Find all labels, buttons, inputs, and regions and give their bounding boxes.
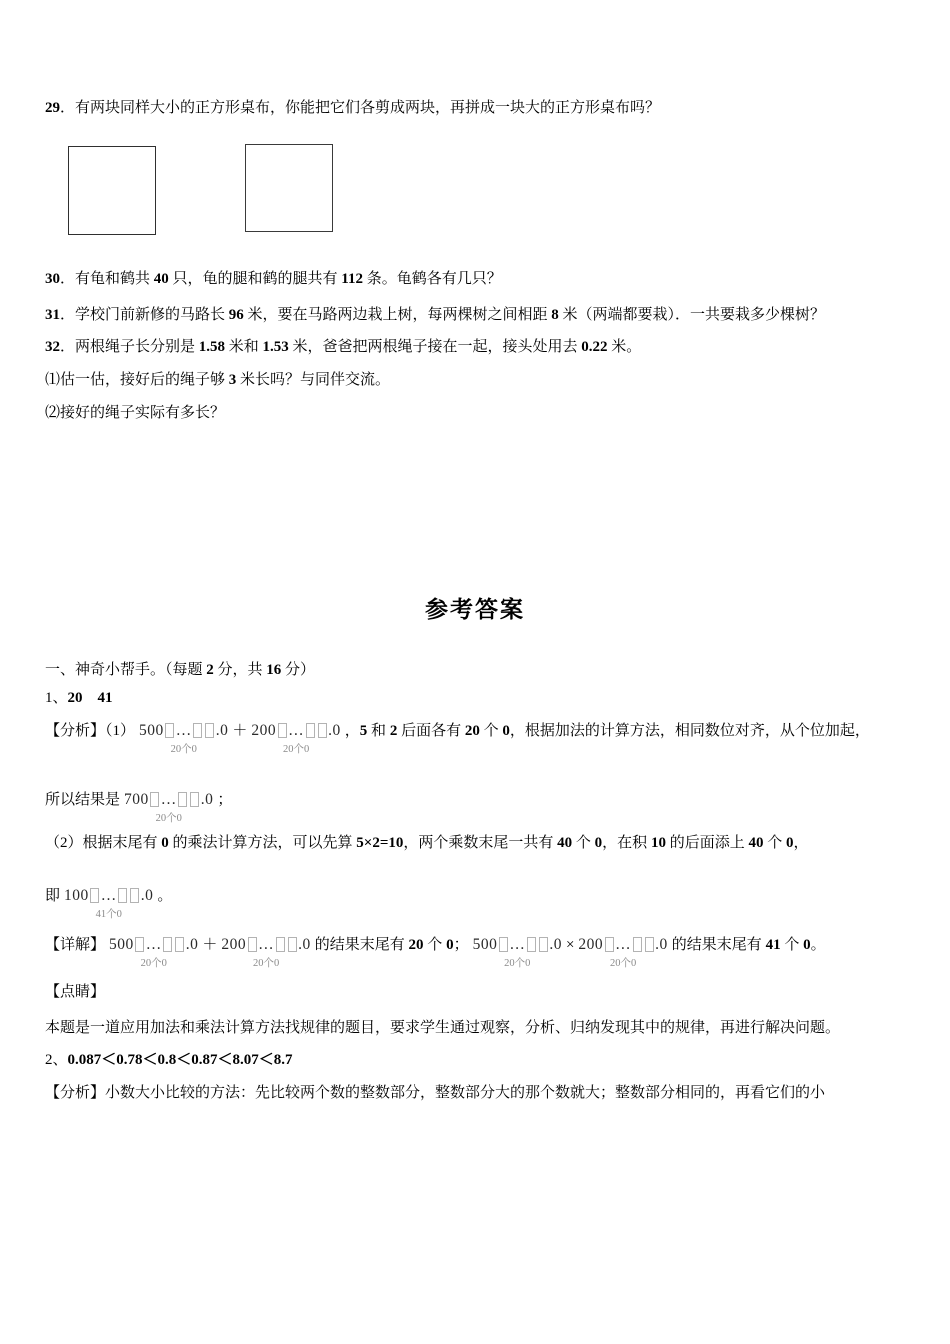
text-run: ，两个乘数末尾一共有 (403, 835, 558, 851)
text-run: 个 (763, 835, 786, 851)
question-32 (45, 331, 905, 364)
underbrace-formula (221, 936, 310, 970)
analysis-2 (45, 1077, 905, 1110)
text-run: 20 41 (67, 690, 113, 706)
text-run: ⑵接好的绳子实际有多长？ (45, 405, 226, 421)
text-run: 5×2=10 (356, 835, 404, 851)
text-run: 的乘法计算方法，可以先算 (168, 835, 357, 851)
placeholder-box-icon (178, 792, 187, 807)
text-run: ．有两块同样大小的正方形桌布，你能把它们各剪成两块，再拼成一块大的正方形桌布吗？ (60, 100, 661, 116)
placeholder-box-icon (527, 937, 536, 952)
text-run: （2）根据末尾有 (45, 835, 162, 851)
question-32-part-2 (45, 397, 905, 430)
formula-expression (251, 722, 340, 739)
underbrace-formula (251, 722, 340, 756)
placeholder-box-icon (276, 937, 285, 952)
ellipsis-dots: … (100, 887, 117, 904)
text-run: 0 (161, 835, 169, 851)
text-run: ，在积 (602, 835, 651, 851)
placeholder-box-icon (190, 792, 199, 807)
text-run: 29 (45, 100, 60, 116)
underbrace-count-label: 20个0 (504, 958, 531, 969)
text-run: 【分析】（1） (45, 723, 136, 739)
text-run: 的后面添上 (665, 835, 749, 851)
square-shape-1 (68, 146, 156, 235)
underbrace-count-label: 20个0 (140, 958, 167, 969)
text-run: 96 (228, 307, 244, 323)
text-run: 2 (206, 662, 214, 678)
underbrace-count-label: 20个0 (609, 958, 637, 969)
placeholder-box-icon (306, 723, 315, 738)
text-run: 3 (228, 372, 237, 388)
text-run: ．两根绳子长分别是 (60, 339, 199, 355)
analysis-1-part-2 (45, 827, 905, 860)
placeholder-box-icon (118, 888, 127, 903)
text-run: 40 (153, 271, 169, 287)
placeholder-box-icon (633, 937, 642, 952)
text-run: 20 (464, 723, 480, 739)
text-run: ， (793, 835, 809, 851)
ellipsis-dots: … (145, 936, 162, 953)
text-run: 。 (810, 937, 826, 953)
text-run: 【分析】小数大小比较的方法：先比较两个数的整数部分，整数部分大的那个数就大；整数部分相同的，再看它们的小 (45, 1085, 826, 1101)
text-run: 后面各有 (397, 723, 465, 739)
text-run: 【详解】 (45, 937, 106, 953)
detailed-explanation-1 (45, 929, 905, 970)
text-run: 41 (765, 937, 781, 953)
formula-number-suffix: .0 (549, 936, 562, 953)
text-run: 0 (803, 937, 811, 953)
formula-number-suffix: .0 (200, 791, 214, 808)
underbrace-formula (473, 936, 562, 970)
text-run: 分） (281, 662, 316, 678)
formula-number-prefix: 500 (472, 936, 498, 953)
answer-2 (45, 1044, 905, 1077)
placeholder-box-icon (205, 723, 214, 738)
text-run: 10 (650, 835, 666, 851)
formula-number-prefix: 500 (109, 936, 134, 953)
key-point-label (45, 976, 905, 1009)
placeholder-box-icon (90, 888, 99, 903)
text-run: 0 (785, 835, 794, 851)
formula-number-suffix: .0 (185, 936, 199, 953)
ellipsis-dots: … (160, 791, 177, 808)
placeholder-box-icon (150, 792, 159, 807)
placeholder-box-icon (130, 888, 139, 903)
formula-expression (109, 936, 198, 953)
text-run: 2 (389, 723, 398, 739)
text-run: ，根据加法的计算方法，相同数位对齐，从个位加起， (509, 723, 870, 739)
formula-number-suffix: .0 (655, 936, 668, 953)
placeholder-box-icon (175, 937, 184, 952)
underbrace-count-label: 20个0 (252, 958, 280, 969)
text-run: 1.58 (198, 339, 226, 355)
text-run: 所以结果是 (45, 792, 121, 808)
formula-expression (473, 936, 562, 953)
ellipsis-dots: … (288, 722, 305, 739)
text-run: 米。 (607, 339, 642, 355)
text-run: 米长吗？与同伴交流。 (236, 372, 391, 388)
text-run: 0 (502, 723, 510, 739)
text-run: ＋ (202, 937, 218, 953)
text-run: 的结果末尾有 (671, 937, 766, 953)
placeholder-box-icon (278, 723, 287, 738)
underbrace-formula (124, 791, 213, 825)
text-run: 分，共 (213, 662, 267, 678)
ellipsis-dots: … (509, 936, 526, 953)
text-run: 30 (45, 271, 60, 287)
question-32-part-1 (45, 364, 905, 397)
text-run: 31 (45, 307, 60, 323)
underbrace-count-label: 20个0 (170, 744, 197, 755)
text-run: 米（两端都要栽）．一共要栽多少棵树？ (558, 307, 826, 323)
placeholder-box-icon (645, 937, 654, 952)
text-run: 1.53 (262, 339, 289, 355)
ellipsis-dots: … (615, 936, 632, 953)
text-run: × (565, 937, 575, 953)
formula-number-prefix: 200 (578, 936, 604, 953)
text-run: 0 (446, 937, 454, 953)
question-29 (45, 92, 905, 125)
text-run: 40 (748, 835, 764, 851)
text-run: ．学校门前新修的马路长 (60, 307, 229, 323)
text-run: 0.087＜0.78＜0.8＜0.87＜8.07＜8.7 (67, 1052, 293, 1068)
text-run: 的结果末尾有 (314, 937, 409, 953)
formula-expression (64, 887, 153, 904)
formula-number-prefix: 100 (64, 887, 89, 904)
formula-number-prefix: 700 (124, 791, 149, 808)
placeholder-box-icon (248, 937, 257, 952)
text-run: ＋ (232, 723, 248, 739)
text-run: 个 (572, 835, 595, 851)
formula-number-prefix: 200 (251, 722, 277, 739)
text-run: 1、 (45, 690, 68, 706)
text-run: 。 (157, 888, 173, 904)
analysis-1-part-1-result (45, 784, 905, 825)
text-run: 32 (45, 339, 60, 355)
formula-number-suffix: .0 (298, 936, 311, 953)
text-run: 0 (594, 835, 603, 851)
text-run: 米，要在马路两边栽上树，每两棵树之间相距 (243, 307, 552, 323)
formula-expression (139, 722, 228, 739)
formula-number-suffix: .0 (140, 887, 154, 904)
square-shape-2 (245, 144, 333, 232)
analysis-1-part-2-result (45, 880, 905, 921)
formula-number-prefix: 200 (221, 936, 247, 953)
placeholder-box-icon (193, 723, 202, 738)
question-31 (45, 296, 845, 335)
text-run: 20 (408, 937, 424, 953)
text-run: 112 (341, 271, 363, 287)
answers-title: 参考答案 (425, 596, 525, 622)
text-run: 8 (551, 307, 559, 323)
formula-expression (578, 936, 667, 953)
formula-number-prefix: 500 (139, 722, 164, 739)
text-run: 2、 (45, 1052, 68, 1068)
underbrace-count-label: 41个0 (95, 909, 122, 920)
text-run: 米和 (225, 339, 263, 355)
text-run: ； (217, 792, 233, 808)
placeholder-box-icon (135, 937, 144, 952)
text-run: 40 (557, 835, 573, 851)
text-run: ； (453, 937, 469, 953)
ellipsis-dots: … (175, 722, 192, 739)
key-point-body (45, 1009, 845, 1048)
placeholder-box-icon (318, 723, 327, 738)
question-30 (45, 263, 905, 296)
text-run: 即 (45, 888, 61, 904)
text-run: 只，龟的腿和鹤的腿共有 (168, 271, 342, 287)
text-run: 条。龟鹤各有几只？ (362, 271, 502, 287)
analysis-1-part-1 (45, 715, 905, 756)
text-run: 个 (479, 723, 503, 739)
text-run: 个 (780, 937, 804, 953)
text-run: 和 (367, 723, 390, 739)
ellipsis-dots: … (258, 936, 275, 953)
figure-two-squares (68, 146, 905, 238)
text-run: 5 (359, 723, 368, 739)
text-run: 米，爸爸把两根绳子接在一起，接头处用去 (288, 339, 582, 355)
placeholder-box-icon (605, 937, 614, 952)
underbrace-count-label: 20个0 (155, 813, 182, 824)
placeholder-box-icon (499, 937, 508, 952)
underbrace-formula (578, 936, 667, 970)
underbrace-formula (109, 936, 198, 970)
text-run: 一、神奇小帮手。（每题 (45, 662, 207, 678)
underbrace-formula (139, 722, 228, 756)
placeholder-box-icon (539, 937, 548, 952)
text-run: 【点睛】 (45, 984, 106, 1000)
text-run: ．有龟和鹤共 (60, 271, 154, 287)
text-run: ， (344, 723, 360, 739)
placeholder-box-icon (288, 937, 297, 952)
text-run: ⑴估一估，接好后的绳子够 (45, 372, 229, 388)
text-run: 0.22 (581, 339, 608, 355)
formula-number-suffix: .0 (328, 722, 341, 739)
underbrace-count-label: 20个0 (282, 744, 310, 755)
formula-expression (221, 936, 310, 953)
formula-expression (124, 791, 213, 808)
placeholder-box-icon (163, 937, 172, 952)
formula-number-suffix: .0 (215, 722, 229, 739)
text-run: 16 (266, 662, 282, 678)
underbrace-formula (64, 887, 153, 921)
text-run: 本题是一道应用加法和乘法计算方法找规律的题目，要求学生通过观察，分析、归纳发现其中的规律，再进行解决问题。 (45, 1020, 841, 1036)
placeholder-box-icon (165, 723, 174, 738)
text-run: 个 (423, 937, 447, 953)
